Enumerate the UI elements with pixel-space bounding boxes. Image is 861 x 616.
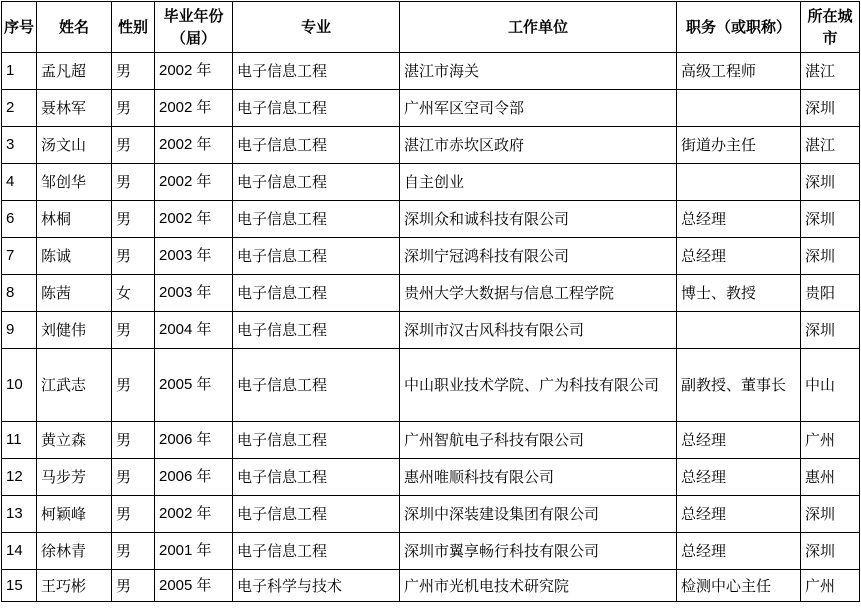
table-row (2, 349, 860, 422)
cell-position: 总经理 (677, 496, 801, 533)
cell-employer: 深圳众和诚科技有限公司 (400, 201, 677, 238)
cell-gender: 女 (112, 275, 155, 312)
cell-employer: 惠州唯顺科技有限公司 (400, 459, 677, 496)
cell-city: 湛江 (801, 127, 860, 164)
cell-employer: 广州智航电子科技有限公司 (400, 422, 677, 459)
cell-position: 高级工程师 (677, 53, 801, 90)
cell-seq: 12 (2, 459, 37, 496)
cell-seq: 14 (2, 533, 37, 570)
cell-position: 检测中心主任 (677, 570, 801, 602)
cell-seq: 8 (2, 275, 37, 312)
cell-major: 电子信息工程 (233, 312, 400, 349)
cell-seq: 4 (2, 164, 37, 201)
cell-employer: 深圳市翼享畅行科技有限公司 (400, 533, 677, 570)
table-row (2, 127, 860, 164)
table-row (2, 533, 860, 570)
cell-seq: 10 (2, 349, 37, 422)
cell-city: 深圳 (801, 90, 860, 127)
cell-gender: 男 (112, 496, 155, 533)
cell-seq: 1 (2, 53, 37, 90)
cell-city: 湛江 (801, 53, 860, 90)
cell-gender: 男 (112, 312, 155, 349)
cell-year: 2002 年 (155, 496, 233, 533)
table-row (2, 201, 860, 238)
cell-position: 副教授、董事长 (677, 349, 801, 422)
cell-major: 电子信息工程 (233, 53, 400, 90)
cell-name: 孟凡超 (37, 53, 112, 90)
cell-gender: 男 (112, 533, 155, 570)
alumni-table (1, 1, 860, 602)
cell-year: 2006 年 (155, 422, 233, 459)
cell-gender: 男 (112, 90, 155, 127)
header-position: 职务（或职称） (677, 2, 801, 53)
cell-position: 总经理 (677, 201, 801, 238)
cell-position (677, 90, 801, 127)
cell-major: 电子科学与技术 (233, 570, 400, 602)
header-city: 所在城市 (801, 2, 860, 53)
cell-seq: 6 (2, 201, 37, 238)
cell-name: 王巧彬 (37, 570, 112, 602)
cell-major: 电子信息工程 (233, 90, 400, 127)
cell-year: 2003 年 (155, 275, 233, 312)
cell-city: 深圳 (801, 238, 860, 275)
cell-name: 林桐 (37, 201, 112, 238)
cell-year: 2005 年 (155, 570, 233, 602)
cell-employer: 广州军区空司令部 (400, 90, 677, 127)
cell-city: 深圳 (801, 496, 860, 533)
cell-city: 惠州 (801, 459, 860, 496)
header-employer: 工作单位 (400, 2, 677, 53)
cell-major: 电子信息工程 (233, 164, 400, 201)
table-row (2, 570, 860, 602)
cell-name: 刘健伟 (37, 312, 112, 349)
cell-seq: 9 (2, 312, 37, 349)
cell-major: 电子信息工程 (233, 533, 400, 570)
table-row (2, 496, 860, 533)
cell-employer: 深圳中深装建设集团有限公司 (400, 496, 677, 533)
cell-major: 电子信息工程 (233, 496, 400, 533)
table-row (2, 164, 860, 201)
table-row (2, 459, 860, 496)
cell-employer: 中山职业技术学院、广为科技有限公司 (400, 349, 677, 422)
cell-gender: 男 (112, 459, 155, 496)
table-row (2, 238, 860, 275)
cell-city: 中山 (801, 349, 860, 422)
table-row (2, 422, 860, 459)
cell-major: 电子信息工程 (233, 127, 400, 164)
cell-name: 陈诚 (37, 238, 112, 275)
cell-position: 总经理 (677, 422, 801, 459)
cell-gender: 男 (112, 127, 155, 164)
table-row (2, 312, 860, 349)
cell-position (677, 312, 801, 349)
cell-year: 2004 年 (155, 312, 233, 349)
cell-gender: 男 (112, 422, 155, 459)
cell-city: 深圳 (801, 201, 860, 238)
cell-name: 马步芳 (37, 459, 112, 496)
cell-year: 2002 年 (155, 90, 233, 127)
header-name: 姓名 (37, 2, 112, 53)
cell-major: 电子信息工程 (233, 275, 400, 312)
header-major: 专业 (233, 2, 400, 53)
cell-employer: 深圳宁冠鸿科技有限公司 (400, 238, 677, 275)
cell-position: 总经理 (677, 459, 801, 496)
table-row (2, 90, 860, 127)
cell-name: 陈茜 (37, 275, 112, 312)
cell-position: 总经理 (677, 533, 801, 570)
cell-employer: 湛江市赤坎区政府 (400, 127, 677, 164)
cell-gender: 男 (112, 238, 155, 275)
header-gender: 性别 (112, 2, 155, 53)
cell-year: 2002 年 (155, 164, 233, 201)
cell-name: 黄立森 (37, 422, 112, 459)
cell-year: 2002 年 (155, 53, 233, 90)
cell-seq: 7 (2, 238, 37, 275)
cell-position: 总经理 (677, 238, 801, 275)
cell-gender: 男 (112, 53, 155, 90)
header-seq: 序号 (2, 2, 37, 53)
cell-major: 电子信息工程 (233, 422, 400, 459)
cell-major: 电子信息工程 (233, 459, 400, 496)
cell-employer: 贵州大学大数据与信息工程学院 (400, 275, 677, 312)
header-year: 毕业年份（届） (155, 2, 233, 53)
header-row (2, 2, 860, 53)
cell-name: 徐林青 (37, 533, 112, 570)
cell-seq: 3 (2, 127, 37, 164)
cell-year: 2002 年 (155, 201, 233, 238)
cell-city: 贵阳 (801, 275, 860, 312)
cell-seq: 2 (2, 90, 37, 127)
cell-position: 博士、教授 (677, 275, 801, 312)
cell-gender: 男 (112, 201, 155, 238)
cell-position: 街道办主任 (677, 127, 801, 164)
cell-major: 电子信息工程 (233, 349, 400, 422)
cell-year: 2005 年 (155, 349, 233, 422)
cell-city: 广州 (801, 422, 860, 459)
cell-name: 汤文山 (37, 127, 112, 164)
cell-name: 聂林军 (37, 90, 112, 127)
cell-city: 深圳 (801, 312, 860, 349)
cell-employer: 深圳市汉古风科技有限公司 (400, 312, 677, 349)
table-row (2, 275, 860, 312)
cell-year: 2002 年 (155, 127, 233, 164)
cell-seq: 11 (2, 422, 37, 459)
cell-gender: 男 (112, 570, 155, 602)
cell-name: 邹创华 (37, 164, 112, 201)
cell-city: 广州 (801, 570, 860, 602)
cell-gender: 男 (112, 164, 155, 201)
cell-name: 江武志 (37, 349, 112, 422)
cell-seq: 15 (2, 570, 37, 602)
cell-year: 2001 年 (155, 533, 233, 570)
cell-year: 2006 年 (155, 459, 233, 496)
cell-employer: 自主创业 (400, 164, 677, 201)
cell-city: 深圳 (801, 164, 860, 201)
cell-major: 电子信息工程 (233, 238, 400, 275)
cell-employer: 湛江市海关 (400, 53, 677, 90)
cell-gender: 男 (112, 349, 155, 422)
cell-employer: 广州市光机电技术研究院 (400, 570, 677, 602)
cell-seq: 13 (2, 496, 37, 533)
table-row (2, 53, 860, 90)
cell-position (677, 164, 801, 201)
cell-year: 2003 年 (155, 238, 233, 275)
cell-city: 深圳 (801, 533, 860, 570)
cell-major: 电子信息工程 (233, 201, 400, 238)
cell-name: 柯颖峰 (37, 496, 112, 533)
